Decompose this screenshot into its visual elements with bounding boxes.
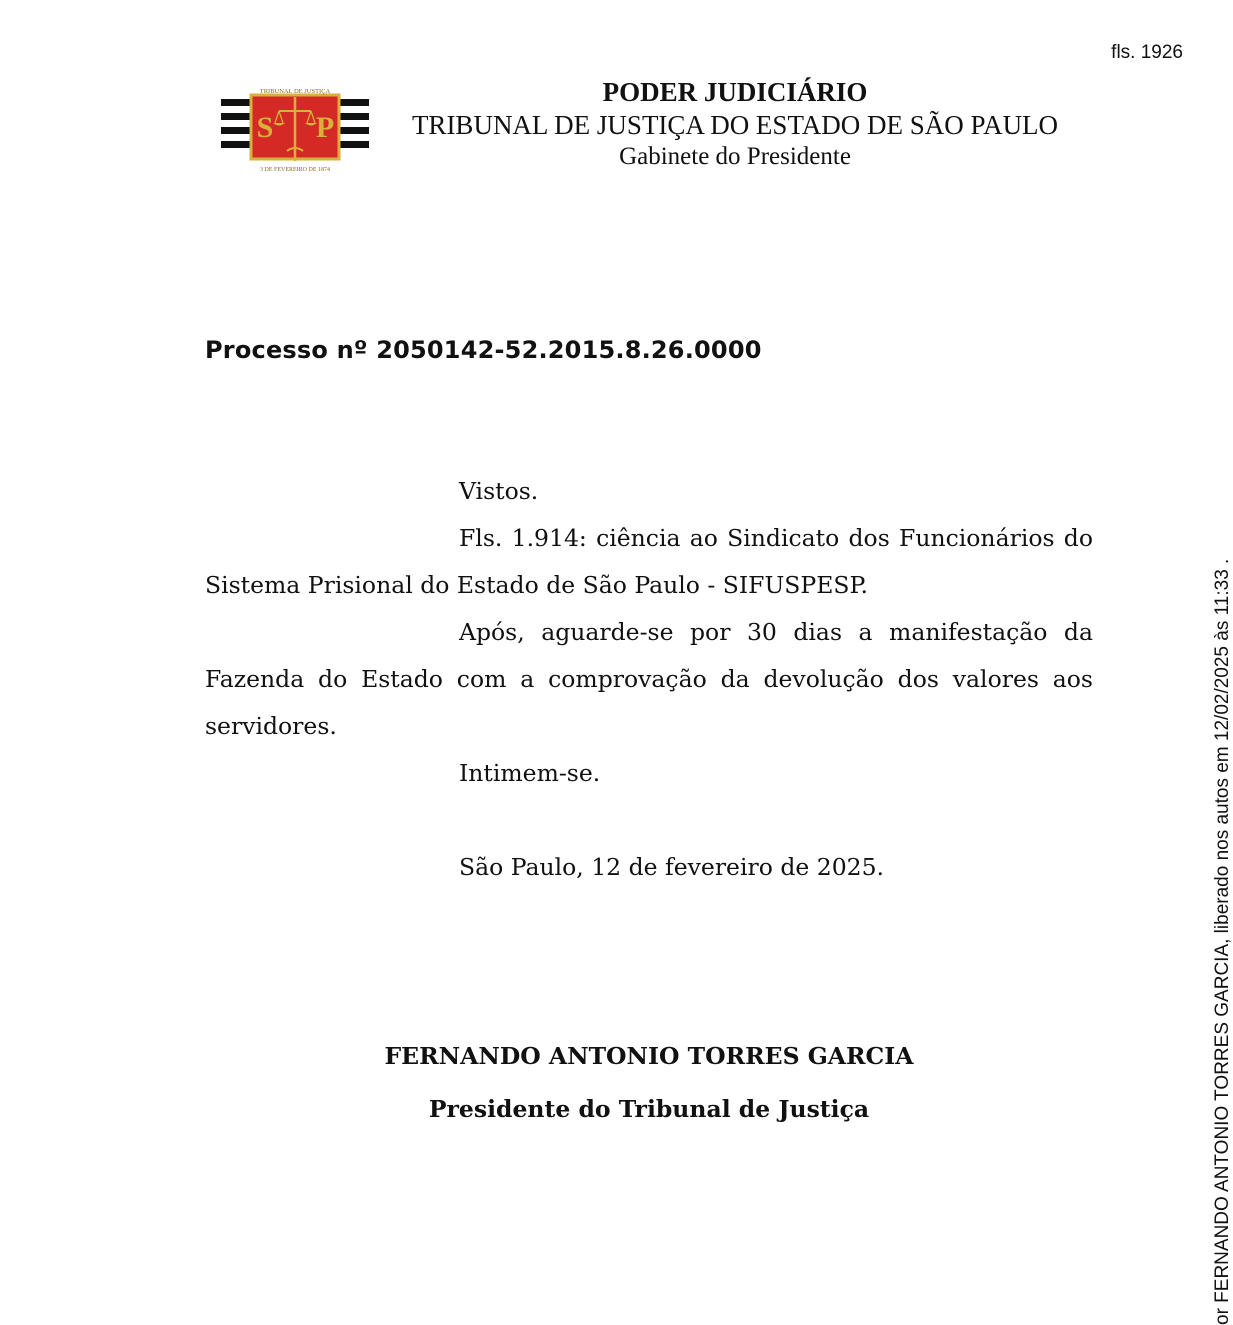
paragraph-intimem: Intimem-se.: [459, 759, 601, 787]
document-header: [380, 76, 1090, 172]
signer-name: FERNANDO ANTONIO TORRES GARCIA: [384, 1042, 914, 1070]
digital-signature-side-note: or FERNANDO ANTONIO TORRES GARCIA, liberado nos autos em 12/02/2025 às 11:33 .: [1212, 558, 1233, 1325]
signer-title: Presidente do Tribunal de Justiça: [428, 1095, 870, 1123]
court-seal-logo: [219, 85, 371, 173]
document-body: [205, 468, 1093, 891]
header-gabinete: Gabinete do Presidente: [619, 142, 851, 170]
seal-letter-left: S: [256, 111, 274, 144]
paragraph-apos: Após, aguarde-se por 30 dias a manifestação da Fazenda do Estado com a comprovação da devolução dos valores aos servidores.: [205, 618, 1093, 740]
header-tribunal: TRIBUNAL DE JUSTIÇA DO ESTADO DE SÃO PAULO: [411, 109, 1059, 140]
place-date: São Paulo, 12 de fevereiro de 2025.: [459, 853, 885, 881]
paragraph-vistos: Vistos.: [459, 477, 539, 505]
header-poder-judiciario: PODER JUDICIÁRIO: [602, 77, 868, 107]
seal-graphic: [219, 85, 371, 173]
page-number: fls. 1926: [1111, 42, 1183, 63]
seal-top-text: TRIBUNAL DE JUSTIÇA: [259, 88, 331, 95]
seal-bottom-text: 3 DE FEVEREIRO DE 1874: [260, 167, 330, 173]
seal-letter-right: P: [315, 111, 335, 144]
signature-block: [205, 1030, 1093, 1136]
paragraph-ciencia: Fls. 1.914: ciência ao Sindicato dos Funcionários do Sistema Prisional do Estado de São Paulo - SIFUSPESP.: [205, 524, 1093, 599]
process-number: Processo nº 2050142-52.2015.8.26.0000: [205, 336, 762, 364]
